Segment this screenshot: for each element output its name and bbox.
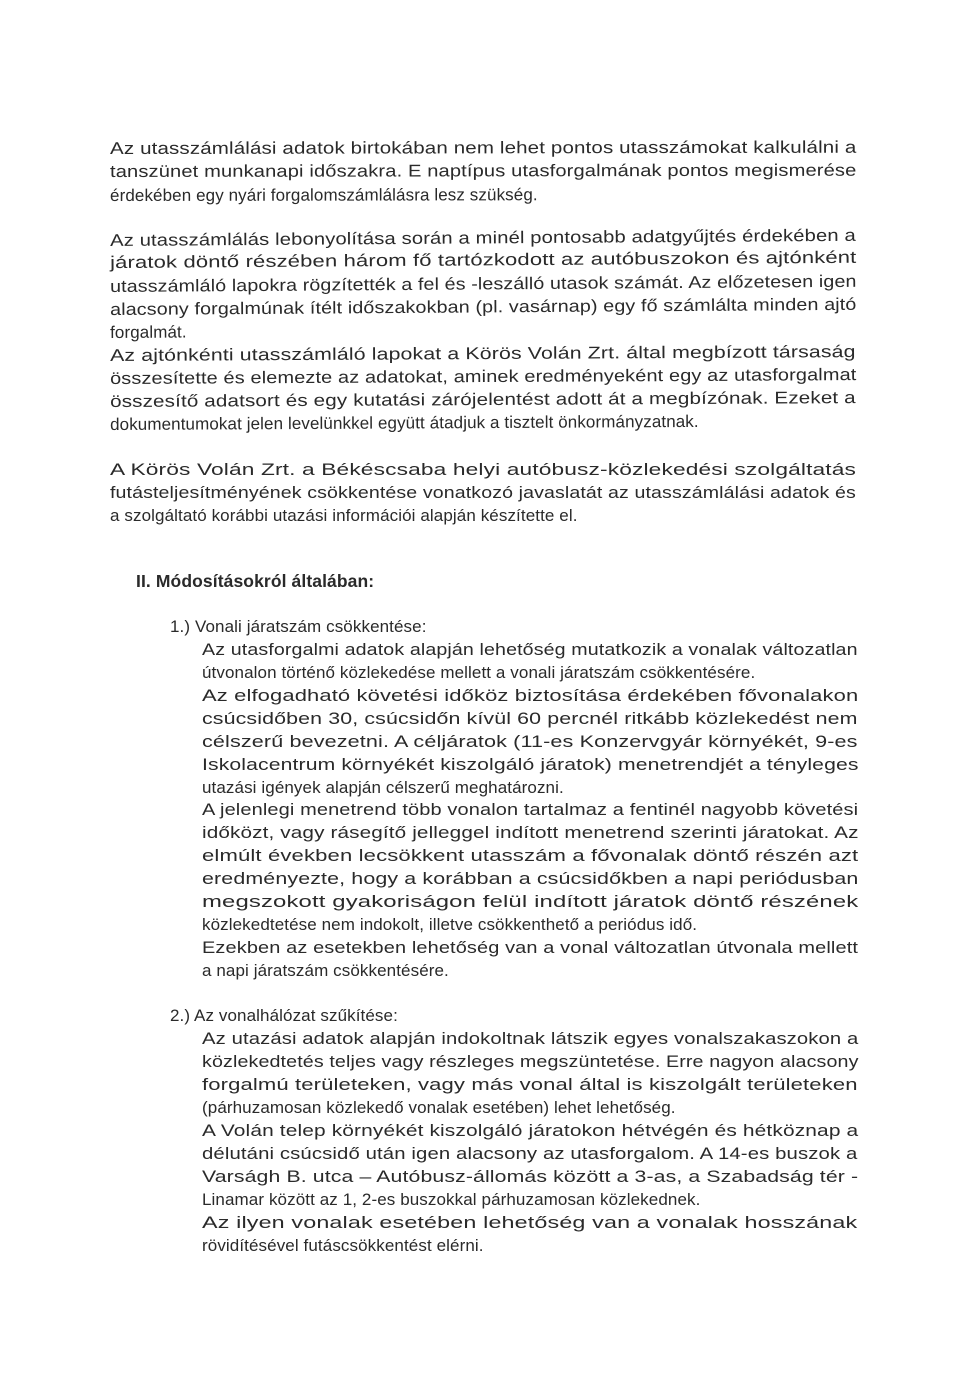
text-line: A Körös Volán Zrt. a Békéscsaba helyi autóbusz-közlekedési szolgáltatás	[110, 460, 857, 479]
text-line: Iskolacentrum környékét kiszolgáló járatok) menetrendjét a tényleges	[202, 755, 859, 774]
text-line: útvonalon történő közlekedése mellett a vonali járatszám csökkentésére.	[202, 663, 756, 682]
text-line: utazási igények alapján célszerű meghatározni.	[202, 778, 564, 797]
text-line: Az ilyen vonalak esetében lehetőség van a vonalak hosszának	[202, 1213, 858, 1232]
text-line: eredményezte, hogy a korábban a csúcsidőkben a napi periódusban	[202, 869, 859, 888]
text-line: (párhuzamosan közlekedő vonalak esetében) lehet lehetőség.	[202, 1098, 676, 1117]
list-item-title: 1.) Vonali járatszám csökkentése:	[170, 617, 427, 636]
section-heading: II. Módosításokról általában:	[136, 571, 375, 591]
text-line: összesítő adatsort és egy kutatási zárójelentést adott át a megbízónak. Ezeket a	[110, 388, 856, 411]
text-line: forgalmát.	[110, 322, 187, 342]
text-line: Linamar között az 1, 2-es buszokkal párhuzamosan közlekednek.	[202, 1190, 701, 1209]
text-line: délutáni csúcsidő után igen alacsony az utasforgalom. A 14-es buszok a	[202, 1144, 858, 1163]
text-line: csúcsidőben 30, csúcsidőn kívül 60 percnél ritkább közlekedést nem	[202, 709, 858, 728]
text-line: közlekedtetés teljes vagy részleges megszüntetése. Erre nagyon alacsony	[202, 1052, 859, 1071]
text-line: Ezekben az esetekben lehetőség van a vonal változatlan útvonala mellett	[202, 938, 859, 957]
text-line: Az utazási adatok alapján indokoltnak látszik egyes vonalszakaszokon a	[202, 1029, 859, 1048]
text-line: tanszünet munkanapi időszakra. E naptípus utasforgalmának pontos megismerése	[110, 160, 857, 181]
text-line: időközt, vagy rásegítő jelleggel indított menetrend szerinti járatokat. Az	[202, 823, 859, 842]
text-line: Az utasszámlálási adatok birtokában nem lehet pontos utasszámokat kalkulálni a	[110, 137, 857, 158]
text-line: Az ajtónkénti utasszámláló lapokat a Körös Volán Zrt. által megbízott társaság	[110, 342, 856, 365]
text-line: A jelenlegi menetrend több vonalon tartalmaz a fentinél nagyobb követési	[202, 800, 859, 819]
text-line: utasszámláló lapokra rögzítették a fel és -leszálló utasok számát. Az előzetesen igen	[110, 271, 857, 296]
text-line: a napi járatszám csökkentésére.	[202, 961, 449, 980]
text-line: a szolgáltató korábbi utazási információi alapján készítette el.	[110, 506, 578, 525]
text-line: járatok döntő részében három fő tartózkodott az autóbuszokon és ajtónként	[110, 247, 857, 272]
text-line: dokumentumokat jelen levelünkkel együtt átadjuk a tisztelt önkormányzatnak.	[110, 411, 699, 434]
text-line: összesítette és elemezte az adatokat, aminek eredményeként egy az utasforgalmat	[110, 365, 857, 388]
text-line: A Volán telep környékét kiszolgáló járatokon hétvégén és hétköznap a	[202, 1121, 859, 1140]
text-line: Az utasszámlálás lebonyolítása során a minél pontosabb adatgyűjtés érdekében a	[110, 225, 856, 250]
text-line: futásteljesítményének csökkentése vonatkozó javaslatát az utasszámlálási adatok és	[110, 483, 856, 502]
text-line: rövidítésével futáscsökkentést elérni.	[202, 1236, 484, 1255]
text-line: célszerű bevezetni. A céljáratok (11-es Konzervgyár környékét, 9-es	[202, 732, 858, 751]
text-line: Az utasforgalmi adatok alapján lehetőség mutatkozik a vonalak változatlan	[202, 640, 858, 659]
text-line: elmúlt években lecsökkent utasszám a fővonalak döntő részén azt	[202, 846, 859, 865]
text-line: érdekében egy nyári forgalomszámlálásra lesz szükség.	[110, 185, 538, 205]
text-line: megszokott gyakoriságon felül indított járatok döntő részének	[202, 892, 859, 911]
text-line: forgalmú területeken, vagy más vonal által is kiszolgált területeken	[202, 1075, 858, 1094]
text-line: Az elfogadható követési időköz biztosítása érdekében fővonalakon	[202, 686, 859, 705]
text-line: közlekedtetése nem indokolt, illetve csökkenthető a periódus idő.	[202, 915, 698, 934]
text-line: Varságh B. utca – Autóbusz-állomás között a 3-as, a Szabadság tér -	[202, 1167, 859, 1186]
text-line: alacsony forgalmúnak ítélt időszakokban (pl. vasárnap) egy fő számlálta minden ajtó	[110, 294, 857, 319]
list-item-title: 2.) Az vonalhálózat szűkítése:	[170, 1006, 398, 1025]
